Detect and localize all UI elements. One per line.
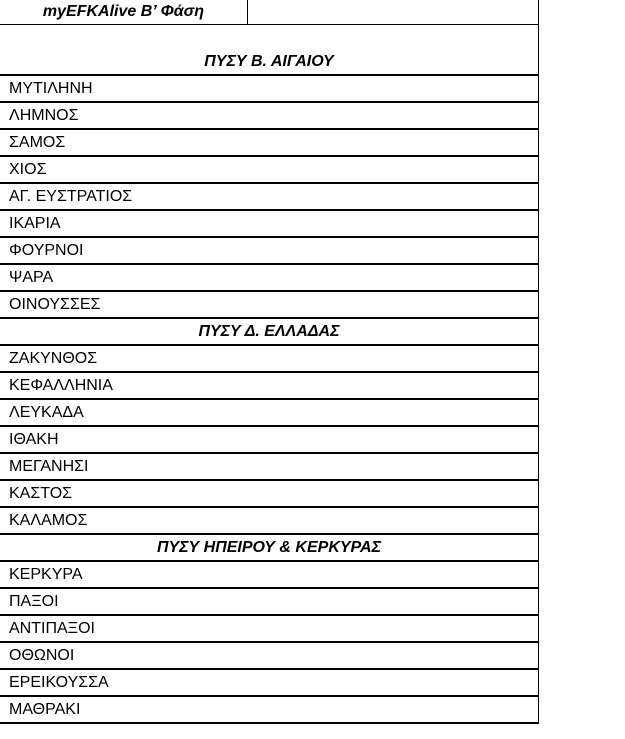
table-row: ΛΗΜΝΟΣ [0, 103, 539, 130]
table-row: ΦΟΥΡΝΟΙ [0, 238, 539, 265]
table-row: ΜΕΓΑΝΗΣΙ [0, 454, 539, 481]
table-row: ΜΥΤΙΛΗΝΗ [0, 76, 539, 103]
table-row: ΧΙΟΣ [0, 157, 539, 184]
table-row: ΑΓ. ΕΥΣΤΡΑΤΙΟΣ [0, 184, 539, 211]
table-row: ΜΑΘΡΑΚΙ [0, 697, 539, 724]
table-row: ΖΑΚΥΝΘΟΣ [0, 346, 539, 373]
table-row: ΚΕΡΚΥΡΑ [0, 562, 539, 589]
table-row: ΣΑΜΟΣ [0, 130, 539, 157]
table-row: ΛΕΥΚΑΔΑ [0, 400, 539, 427]
spacer-row [0, 25, 539, 49]
table-row: ΙΚΑΡΙΑ [0, 211, 539, 238]
table-row: ΚΑΛΑΜΟΣ [0, 508, 539, 535]
table-row: ΠΑΞΟΙ [0, 589, 539, 616]
section-heading: ΠΥΣΥ Β. ΑΙΓΑΙΟΥ [0, 49, 539, 76]
section-heading: ΠΥΣΥ Δ. ΕΛΛΑΔΑΣ [0, 319, 539, 346]
header-row [0, 0, 539, 25]
header-empty-cell [248, 0, 538, 24]
table-row: ΕΡΕΙΚΟΥΣΣΑ [0, 670, 539, 697]
table-row: ΚΕΦΑΛΛΗΝΙΑ [0, 373, 539, 400]
sections-container [0, 49, 539, 724]
table-row: ΟΙΝΟΥΣΣΕΣ [0, 292, 539, 319]
table-row: ΨΑΡΑ [0, 265, 539, 292]
section-heading: ΠΥΣΥ ΗΠΕΙΡΟΥ & ΚΕΡΚΥΡΑΣ [0, 535, 539, 562]
table-row: ΙΘΑΚΗ [0, 427, 539, 454]
table-row: ΟΘΩΝΟΙ [0, 643, 539, 670]
header-title: myEFKAlive Β’ Φάση [0, 0, 248, 24]
table-row: ΚΑΣΤΟΣ [0, 481, 539, 508]
table-row: ΑΝΤΙΠΑΞΟΙ [0, 616, 539, 643]
